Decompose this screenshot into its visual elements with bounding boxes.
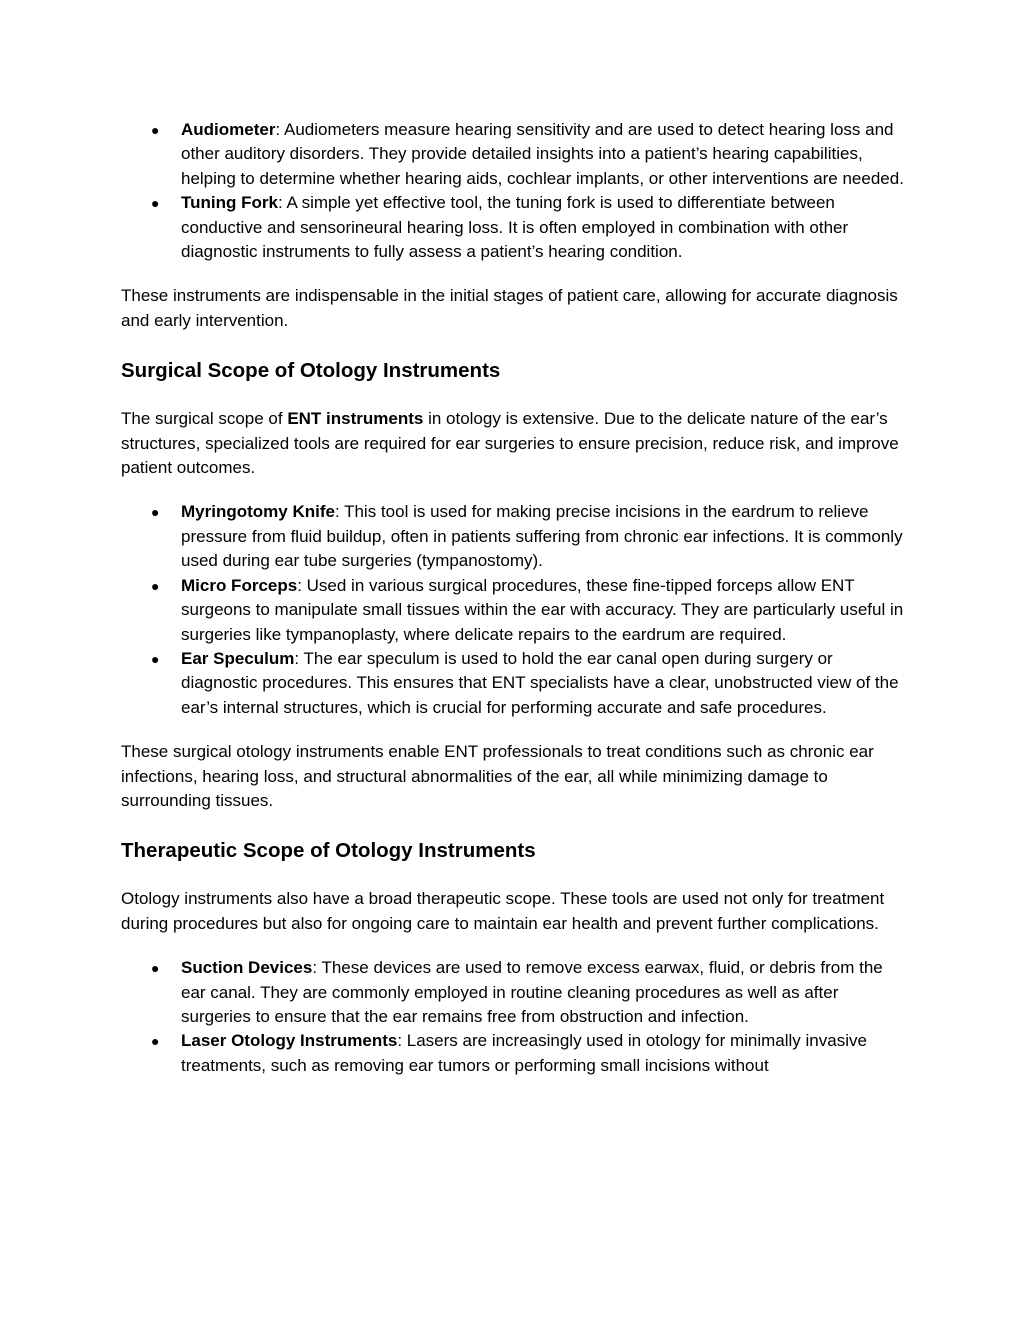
list-item-text: : A simple yet effective tool, the tuning fork is used to differentiate between conductive and sensorineural hearing loss. It is often employed in combination with other diagnostic instruments to fully assess a patient’s hearing condition. [181,193,849,262]
list-item-text: : These devices are used to remove excess earwax, fluid, or debris from the ear canal. They are commonly employed in routine cleaning procedures as well as after surgeries to ensure that the ear remains free from obstruction and infection. [181,958,883,1026]
list-item [121,191,911,264]
list-item [121,647,911,720]
bullet-icon [151,500,165,524]
list-item [121,956,911,1029]
paragraph-diagnostic-closing: These instruments are indispensable in the initial stages of patient care, allowing for accurate diagnosis and early intervention. [121,286,898,330]
list-item-term: Tuning Fork [181,193,278,213]
diagnostic-instrument-list [121,118,911,264]
list-item-text: : Lasers are increasingly used in otology for minimally invasive treatments, such as removing ear tumors or performing small incisions without [181,1031,867,1075]
bullet-icon [151,191,165,215]
bullet-icon [151,956,165,980]
heading-surgical-scope: Surgical Scope of Otology Instruments [121,359,501,383]
list-item [121,574,911,647]
surgical-instrument-list [121,500,911,720]
list-item-term: Myringotomy Knife [181,502,335,522]
list-item-text: : Used in various surgical procedures, these fine-tipped forceps allow ENT surgeons to manipulate small tissues within the ear with accuracy. They are particularly useful in surgeries like tympanoplasty, where delicate repairs to the eardrum are required. [181,575,904,644]
list-item-term: Suction Devices [181,958,313,978]
therapeutic-instrument-list [121,956,911,1078]
intro-text: The surgical scope of [121,409,288,429]
intro-bold-text: ENT instruments [287,409,424,429]
paragraph-surgical-closing: These surgical otology instruments enable ENT professionals to treat conditions such as chronic ear infections, hearing loss, and structural abnormalities of the ear, all while minimizing damage to surrounding tissues. [121,742,874,810]
list-item-text: : The ear speculum is used to hold the ear canal open during surgery or diagnostic procedures. This ensures that ENT specialists have a clear, unobstructed view of the ear’s internal structures, which is crucial for performing accurate and safe procedures. [181,648,899,717]
bullet-icon [151,574,165,598]
paragraph-surgical-intro [121,407,911,480]
document-page [121,118,911,1078]
intro-text: in otology is extensive. Due to the delicate nature of the ear’s structures, specialized tools are required for ear surgeries to ensure precision, reduce risk, and improve patient outcomes. [121,409,899,478]
list-item-text: : Audiometers measure hearing sensitivity and are used to detect hearing loss and other auditory disorders. They provide detailed insights into a patient’s hearing capabilities, helping to determine whether hearing aids, cochlear implants, or other interventions are needed. [181,120,904,188]
paragraph-therapeutic-intro: Otology instruments also have a broad therapeutic scope. These tools are used not only for treatment during procedures but also for ongoing care to maintain ear health and prevent further complications. [121,889,885,933]
bullet-icon [151,647,165,671]
list-item-term: Micro Forceps [181,575,298,595]
bullet-icon [151,1029,165,1053]
list-item-term: Audiometer [181,120,276,139]
list-item [121,118,911,191]
bullet-icon [151,118,165,142]
list-item [121,1029,911,1078]
heading-therapeutic-scope: Therapeutic Scope of Otology Instruments [121,839,536,863]
list-item [121,500,911,573]
list-item-term: Laser Otology Instruments [181,1031,398,1051]
list-item-term: Ear Speculum [181,648,295,668]
list-item-text: : This tool is used for making precise incisions in the eardrum to relieve pressure from fluid buildup, often in patients suffering from chronic ear infections. It is commonly used during ear tube surgeries (tympanostomy). [181,502,903,571]
